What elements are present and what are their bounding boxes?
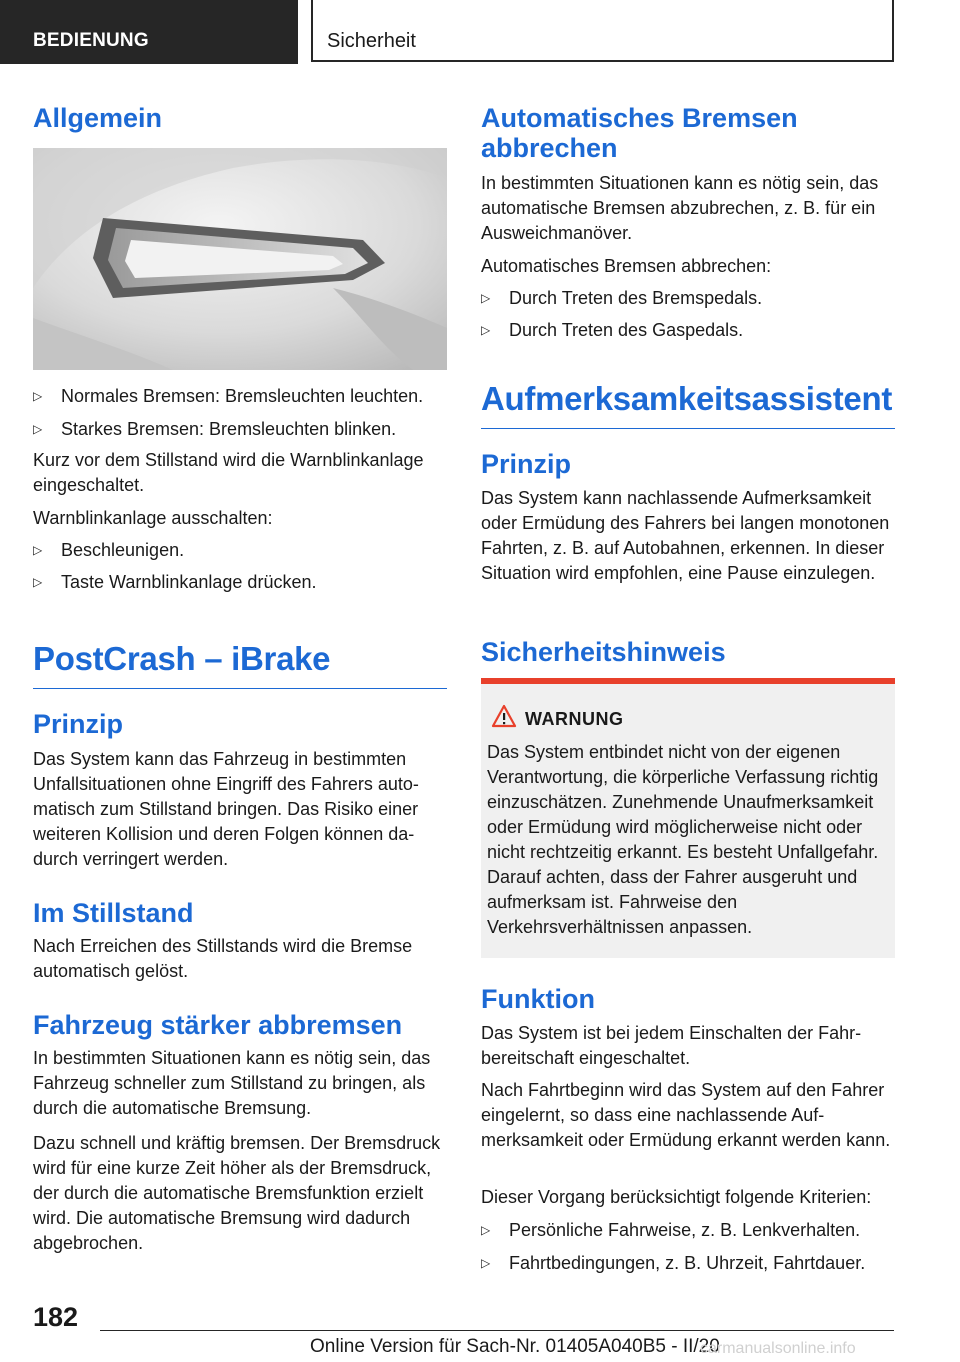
brake-light-image bbox=[33, 148, 447, 370]
section-tab bbox=[311, 0, 894, 62]
paragraph: In bestimmten Situationen kann es nötig sein, das Fahrzeug schneller zum Stillstand zu bringen, als durch die automatische Bremsung. bbox=[33, 1048, 431, 1118]
paragraph: Nach Fahrtbeginn wird das System auf den Fahrer eingelernt, so dass eine nachlassende Aufmerksamkeit oder Ermüdung erkannt werden kann. bbox=[481, 1080, 891, 1150]
paragraph: Das System kann nachlassende Aufmerksamkeit oder Ermüdung des Fahrers bei langen monotonen Fahrten, z. B. auf Autobahnen, erkennen. In dieser Situation wird empfohlen, eine Pause einzulegen. bbox=[481, 488, 890, 583]
section-label: Sicherheit bbox=[327, 30, 416, 52]
warning-triangle-icon bbox=[491, 704, 517, 733]
postcrash-heading: PostCrash – iBrake bbox=[33, 640, 447, 689]
prinzip-heading: Prinzip bbox=[33, 709, 124, 739]
chapter-label: BEDIENUNG bbox=[33, 30, 149, 51]
paragraph: Nach Erreichen des Stillstands wird die Bremse automatisch gelöst. bbox=[33, 936, 413, 981]
footer-divider bbox=[100, 1330, 894, 1331]
paragraph: Automatisches Bremsen abbrechen: bbox=[481, 256, 772, 276]
funktion-heading: Funktion bbox=[481, 984, 595, 1014]
warning-text: Das System entbindet nicht von der eigenen Verantwortung, die körperliche Verfassung richtig einzuschätzen. Zunehmende Unaufmerksamkeit oder Ermüdung wird möglicherweise nicht oder nicht rechtzeitig erkannt. Es besteht Unfallgefahr. Darauf achten, dass der Fahrer ausgeruht und aufmerksam ist. Fahrweise den Verkehrsverhältnissen anpassen. bbox=[487, 742, 879, 937]
prinzip-heading: Prinzip bbox=[481, 449, 572, 479]
bullet-triangle-icon: ▷ bbox=[33, 422, 43, 436]
online-version-text: Online Version für Sach-Nr. 01405A040B5 - II/20 bbox=[310, 1336, 720, 1357]
assist-heading: Aufmerksamkeitsassistent bbox=[481, 380, 895, 429]
bullet-triangle-icon: ▷ bbox=[481, 1223, 491, 1237]
allgemein-heading: Allgemein bbox=[33, 103, 163, 133]
staerker-heading: Fahrzeug stärker abbremsen bbox=[33, 1010, 403, 1040]
chapter-tab bbox=[0, 0, 298, 64]
page-number: 182 bbox=[33, 1302, 79, 1332]
tail-light-illustration bbox=[33, 148, 447, 370]
paragraph: Warnblinkanlage ausschalten: bbox=[33, 508, 273, 528]
paragraph: Das System kann das Fahrzeug in bestimmten Unfallsituationen ohne Eingriff des Fahrers automatisch zum Stillstand bringen. Das Risiko einer weiteren Kollision und deren Folgen können dadurch verringert werden. bbox=[33, 749, 419, 869]
bullet-triangle-icon: ▷ bbox=[481, 323, 491, 337]
paragraph: Dazu schnell und kräftig bremsen. Der Bremsdruck wird für eine kurze Zeit höher als der Bremsdruck, der durch die automatische Bremsfunktion erzielt wird. Die automatische Bremsung wird dadurch abgebrochen. bbox=[33, 1133, 441, 1253]
abbrechen-heading: Automatisches Bremsen abbrechen bbox=[481, 103, 798, 163]
bullet-triangle-icon: ▷ bbox=[33, 575, 43, 589]
bullet-triangle-icon: ▷ bbox=[481, 1256, 491, 1270]
watermark: carmanualsonline.info bbox=[700, 1340, 856, 1357]
bullet-triangle-icon: ▷ bbox=[33, 389, 43, 403]
bullet-triangle-icon: ▷ bbox=[481, 291, 491, 305]
stillstand-heading: Im Stillstand bbox=[33, 898, 194, 928]
paragraph: Dieser Vorgang berücksichtigt folgende Kriterien: bbox=[481, 1187, 872, 1207]
warning-title: WARNUNG bbox=[525, 709, 624, 729]
sicherheitshinweis-heading: Sicherheitshinweis bbox=[481, 637, 726, 667]
warning-box bbox=[481, 678, 895, 958]
paragraph: In bestimmten Situationen kann es nötig sein, das automatische Bremsen abzubrechen, z. B. für ein Ausweichmanöver. bbox=[481, 173, 879, 243]
paragraph: Das System ist bei jedem Einschalten der Fahrbereitschaft eingeschaltet. bbox=[481, 1023, 862, 1068]
paragraph: Kurz vor dem Stillstand wird die Warnblinkanlage eingeschaltet. bbox=[33, 450, 424, 495]
bullet-triangle-icon: ▷ bbox=[33, 543, 43, 557]
